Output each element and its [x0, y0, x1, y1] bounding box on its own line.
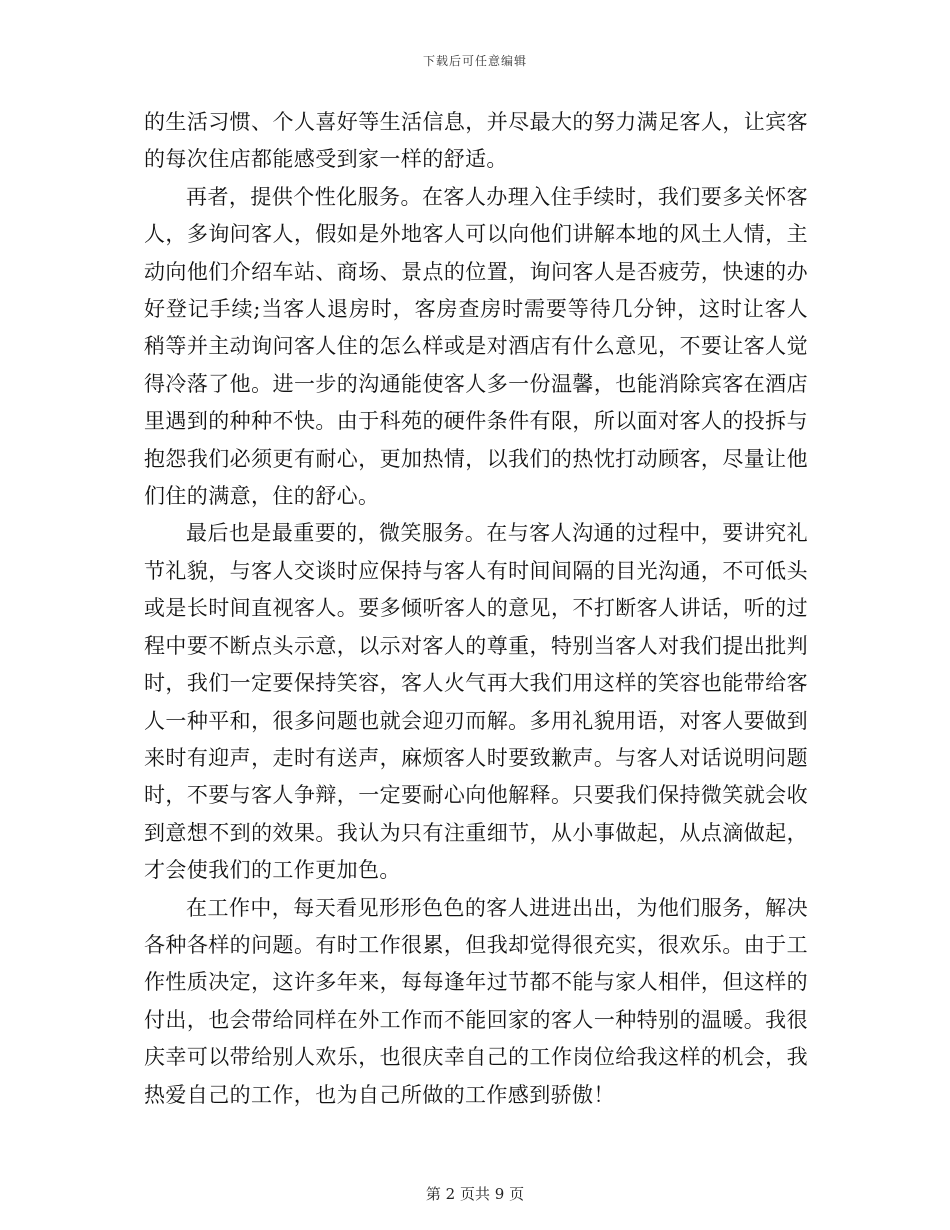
paragraph-continuation: 的生活习惯、个人喜好等生活信息，并尽最大的努力满足客人，让宾客的每次住店都能感受到家一样的舒适。 — [144, 110, 808, 172]
document-body — [144, 104, 808, 1114]
page-number-footer: 第 2 页共 9 页 — [425, 1185, 525, 1203]
paragraph-smile-service: 最后也是最重要的，微笑服务。在与客人沟通的过程中，要讲究礼节礼貌，与客人交谈时应保持与客人有时间间隔的目光沟通，不可低头或是长时间直视客人。要多倾听客人的意见，不打断客人讲话，听的过程中要不断点头示意，以示对客人的尊重，特别当客人对我们提出批判时，我们一定要保持笑容，客人火气再大我们用这样的笑容也能带给客人一种平和，很多问题也就会迎刃而解。多用礼貌用语，对客人要做到来时有迎声，走时有送声，麻烦客人时要致歉声。与客人对话说明问题时，不要与客人争辩，一定要耐心向他解释。只要我们保持微笑就会收到意想不到的效果。我认为只有注重细节，从小事做起，从点滴做起，才会使我们的工作更加色。 — [144, 521, 808, 883]
page-header: 下载后可任意编辑 — [422, 54, 527, 68]
paragraph-work-reflection: 在工作中，每天看见形形色色的客人进进出出，为他们服务，解决各种各样的问题。有时工作很累，但我却觉得很充实，很欢乐。由于工作性质决定，这许多年来，每每逢年过节都不能与家人相伴，但这样的付出，也会带给同样在外工作而不能回家的客人一种特别的温暖。我很庆幸可以带给别人欢乐，也很庆幸自己的工作岗位给我这样的机会，我热爱自己的工作，也为自己所做的工作感到骄傲！ — [144, 895, 808, 1107]
paragraph-personalized-service: 再者，提供个性化服务。在客人办理入住手续时，我们要多关怀客人，多询问客人，假如是外地客人可以向他们讲解本地的风土人情，主动向他们介绍车站、商场、景点的位置，询问客人是否疲劳，快速的办好登记手续;当客人退房时，客房查房时需要等待几分钟，这时让客人稍等并主动询问客人住的怎么样或是对酒店有什么意见，不要让客人觉得冷落了他。进一步的沟通能使客人多一份温馨，也能消除宾客在酒店里遇到的种种不快。由于科苑的硬件条件有限，所以面对客人的投拆与抱怨我们必须更有耐心，更加热情，以我们的热忱打动顾客，尽量让他们住的满意，住的舒心。 — [144, 184, 808, 509]
